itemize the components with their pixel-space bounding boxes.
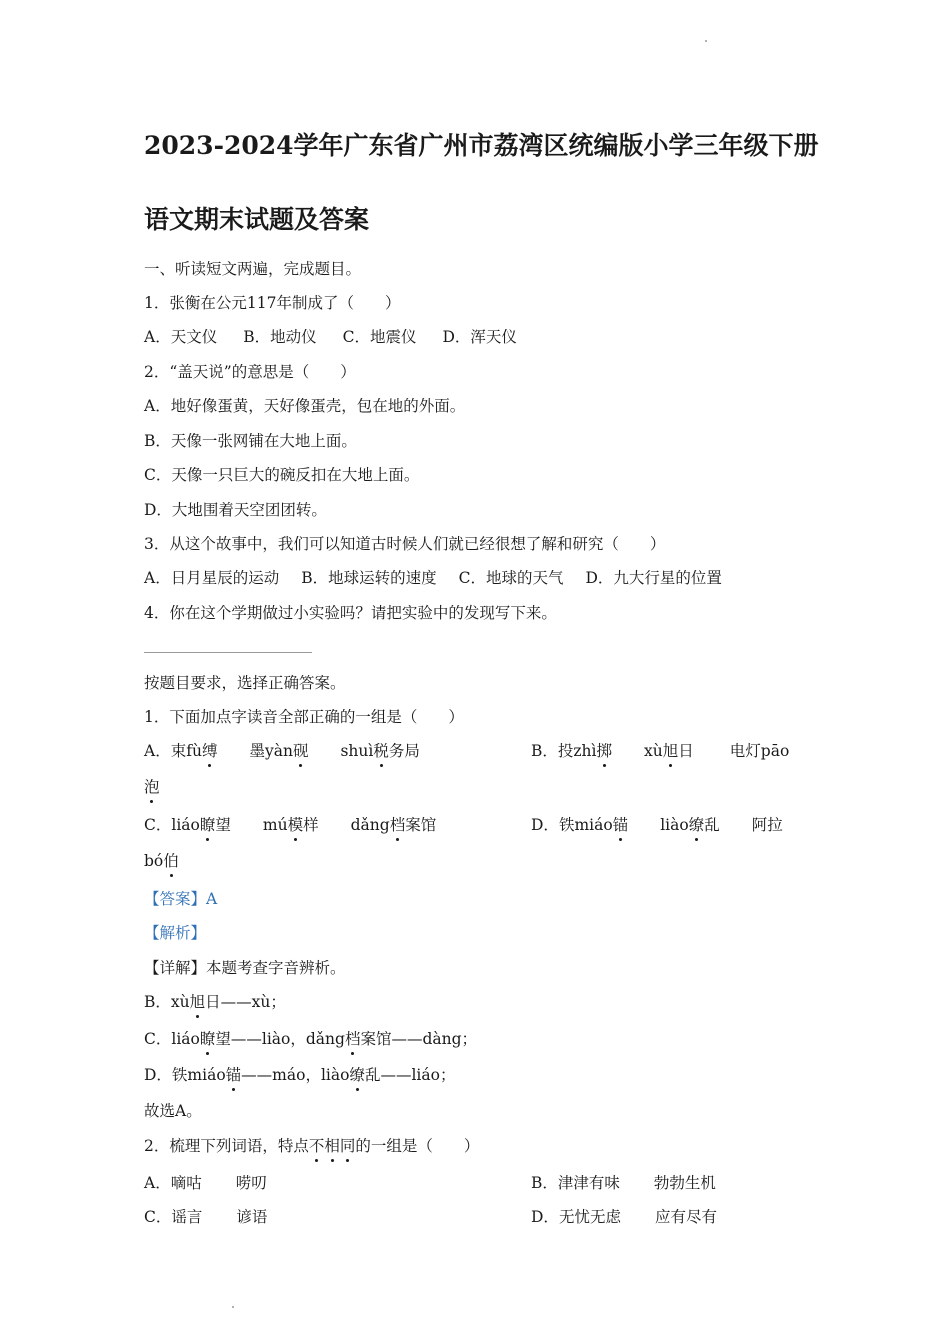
option-label: C． xyxy=(144,816,172,834)
s2-q2-option-d xyxy=(531,1207,717,1227)
option-label: A． xyxy=(144,1174,171,1192)
s2-q1-option-c xyxy=(144,815,436,835)
dotted-char: 缭 xyxy=(349,1066,365,1084)
option-label: D． xyxy=(531,1208,559,1226)
word: 唠叨 xyxy=(235,1174,267,1192)
pinyin: 墨yàn xyxy=(249,742,293,760)
page-mark-bottom xyxy=(232,1306,234,1308)
pinyin: bó xyxy=(144,852,164,870)
analysis-label: 【解析】 xyxy=(144,924,207,942)
word-rest: 乱 xyxy=(704,816,720,834)
word-rest: 案馆 xyxy=(405,816,437,834)
option: B．地球运转的速度 xyxy=(301,569,437,587)
dotted-char: 锚 xyxy=(225,1066,242,1084)
dotted-char: 掷 xyxy=(596,742,613,760)
word: 应有尽有 xyxy=(654,1208,717,1226)
word: 谚语 xyxy=(236,1208,268,1226)
dotted-char: 砚 xyxy=(292,742,309,760)
word: 津津有味 xyxy=(557,1174,620,1192)
pinyin: 束fù xyxy=(170,742,202,760)
s1-question-4: 4．你在这个学期做过小实验吗？请把实验中的发现写下来。 xyxy=(144,604,557,622)
page-mark-top xyxy=(705,40,707,42)
answer-label: 【答案】A xyxy=(144,890,218,908)
s1-q2-option-d: D．大地围着天空团团转。 xyxy=(144,501,327,519)
s1-q3-options xyxy=(144,568,722,588)
dotted-char: 泡 xyxy=(144,778,160,796)
s1-q2-option-b: B．天像一张网铺在大地上面。 xyxy=(144,432,357,450)
dotted-char: 旭 xyxy=(662,742,679,760)
s1-q2-option-c: C．天像一只巨大的碗反扣在大地上面。 xyxy=(144,466,420,484)
s2-q1-option-d xyxy=(531,815,783,835)
word: 无忧无虑 xyxy=(558,1208,621,1226)
text: ——máo，liào xyxy=(241,1066,350,1084)
explanation-b xyxy=(144,992,286,1012)
s1-question-1: 1．张衡在公元117年制成了（ ） xyxy=(144,294,401,312)
text: D．铁miáo xyxy=(144,1066,226,1084)
dotted-char: 旭 xyxy=(189,993,206,1011)
dotted-char: 档 xyxy=(389,816,406,834)
dotted-char: 瞭 xyxy=(199,816,216,834)
dotted-char: 不 xyxy=(308,1137,325,1155)
s2-q1-option-b-cont xyxy=(144,777,160,797)
pinyin: mú xyxy=(262,816,288,834)
text: 2．梳理下列词语，特点 xyxy=(144,1137,309,1155)
s2-question-1: 1．下面加点字读音全部正确的一组是（ ） xyxy=(144,708,464,726)
s1-q1-options xyxy=(144,327,517,347)
word-rest: 样 xyxy=(303,816,319,834)
pinyin: 铁miáo xyxy=(558,816,613,834)
text: 望——liào，dǎng xyxy=(215,1030,345,1048)
dotted-char: 锚 xyxy=(612,816,629,834)
word: 勃勃生机 xyxy=(653,1174,716,1192)
section1-heading: 一、听读短文两遍，完成题目。 xyxy=(144,260,362,278)
option-label: A． xyxy=(144,742,171,760)
s2-intro: 按题目要求，选择正确答案。 xyxy=(144,674,346,692)
option-label: B． xyxy=(531,1174,558,1192)
dotted-char: 缭 xyxy=(688,816,705,834)
word-rest: 望 xyxy=(215,816,231,834)
s2-question-2 xyxy=(144,1136,479,1156)
s2-q2-option-a xyxy=(144,1173,267,1193)
s1-q2-option-a: A．地好像蛋黄，天好像蛋壳，包在地的外面。 xyxy=(144,397,466,415)
option-label: C． xyxy=(144,1208,172,1226)
pinyin: 投zhì xyxy=(557,742,597,760)
pinyin: dǎng xyxy=(350,816,390,834)
dotted-char: 模 xyxy=(287,816,304,834)
document-title-line1: 2023-2024学年广东省广州市荔湾区统编版小学三年级下册 xyxy=(144,131,819,160)
option-label: D． xyxy=(531,816,559,834)
dotted-char: 税 xyxy=(373,742,389,760)
dotted-char: 伯 xyxy=(163,852,179,870)
conclusion-text: 故选A。 xyxy=(144,1102,202,1120)
word-rest: 务局 xyxy=(388,742,420,760)
pinyin: shuì xyxy=(340,742,374,760)
text: 案馆——dàng； xyxy=(360,1030,478,1048)
option: B．地动仪 xyxy=(243,328,317,346)
text: 乱——liáo； xyxy=(364,1066,456,1084)
word-rest: 日 xyxy=(678,742,694,760)
option: D．九大行星的位置 xyxy=(585,569,722,587)
s2-q1-option-b xyxy=(531,741,789,761)
pinyin: 电灯pāo xyxy=(729,742,790,760)
word: 嘀咕 xyxy=(170,1174,202,1192)
word-rest: 阿拉 xyxy=(751,816,783,834)
document-title-line2: 语文期末试题及答案 xyxy=(144,205,370,234)
option-label: B． xyxy=(531,742,558,760)
s2-q2-option-c xyxy=(144,1207,267,1227)
dotted-char: 瞭 xyxy=(199,1030,216,1048)
text: 的一组是（ ） xyxy=(355,1137,480,1155)
option: C．地震仪 xyxy=(342,328,417,346)
option: C．地球的天气 xyxy=(458,569,564,587)
pinyin: xù xyxy=(644,742,663,760)
pinyin: liáo xyxy=(171,816,200,834)
text: C．liáo xyxy=(144,1030,200,1048)
dotted-char: 同 xyxy=(339,1137,356,1155)
s2-q2-option-b xyxy=(531,1173,716,1193)
pinyin: liào xyxy=(660,816,689,834)
s2-q1-option-a xyxy=(144,741,420,761)
dotted-char: 相 xyxy=(324,1137,340,1155)
word: 谣言 xyxy=(171,1208,203,1226)
explanation-d xyxy=(144,1065,455,1085)
detail-text: 【详解】本题考查字音辨析。 xyxy=(144,959,346,977)
s1-question-2: 2．“盖天说”的意思是（ ） xyxy=(144,363,356,381)
text: 日——xù； xyxy=(205,993,286,1011)
option: A．天文仪 xyxy=(144,328,218,346)
explanation-c xyxy=(144,1029,477,1049)
dotted-char: 缚 xyxy=(201,742,218,760)
dotted-char: 档 xyxy=(344,1030,361,1048)
answer-blank-line xyxy=(144,652,312,653)
option: A．日月星辰的运动 xyxy=(144,569,280,587)
s2-q1-option-d-cont xyxy=(144,851,179,871)
s1-question-3: 3．从这个故事中，我们可以知道古时候人们就已经很想了解和研究（ ） xyxy=(144,535,666,553)
text: B．xù xyxy=(144,993,190,1011)
option: D．浑天仪 xyxy=(442,328,517,346)
